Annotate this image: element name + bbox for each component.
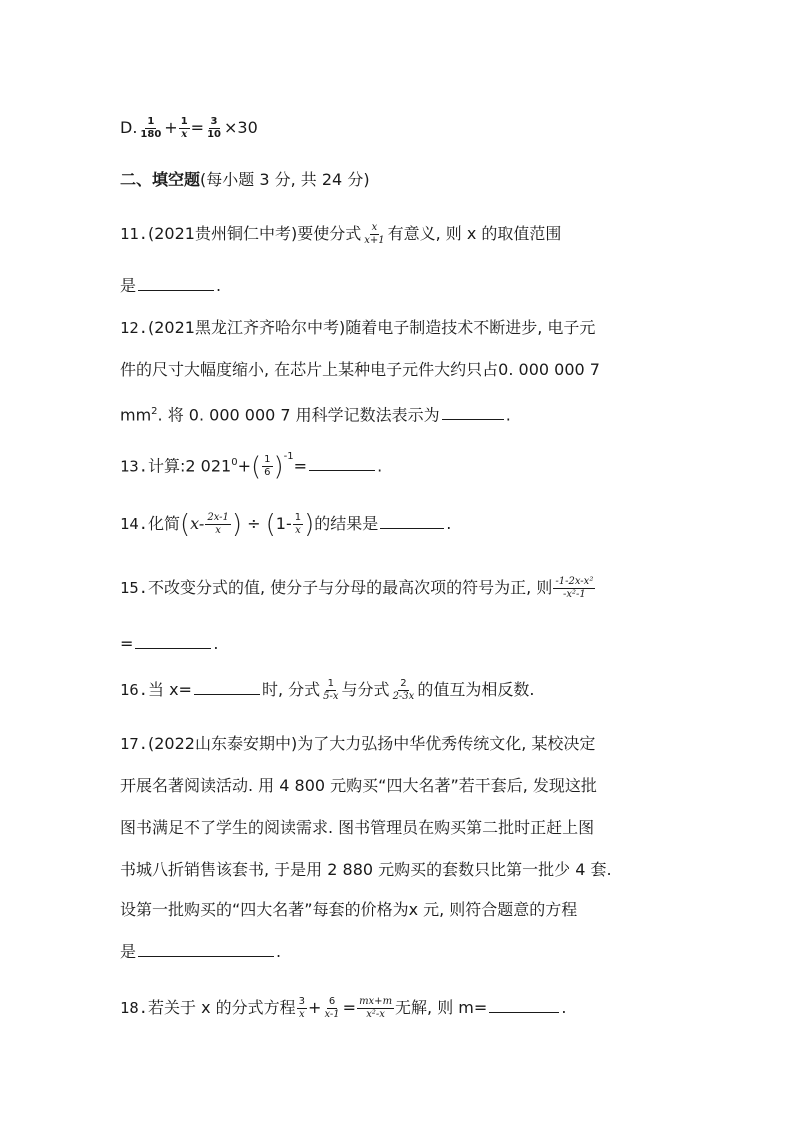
question-17-line4: 书城八折销售该套书, 于是用 2 880 元购买的套数只比第一批少 4 套. <box>120 860 612 879</box>
fraction: $\frac{1}{5-x}$ <box>323 678 339 702</box>
question-17-line2: 开展名著阅读活动. 用 4 800 元购买“四大名著”若干套后, 发现这批 <box>120 776 597 795</box>
fraction: $\frac{2x-1}{x}$ <box>207 512 229 536</box>
question-number: 16. <box>120 681 148 699</box>
answer-blank[interactable] <box>309 454 375 471</box>
fraction: $\frac{1}{180}$ <box>140 116 162 140</box>
section-heading <box>120 170 370 190</box>
fraction: $\frac{mx+m}{\text{x²-x}}$ <box>359 996 393 1020</box>
question-18: 18.若关于 x 的分式方程 $\frac{3}{x}$ + $\frac{6}{x-1}$ = $\frac{mx+m}{\text{x²-x}}$ 无解, 则 m= . <box>120 996 567 1020</box>
answer-blank[interactable] <box>489 996 559 1013</box>
question-17-answer: 是 . <box>120 942 282 961</box>
question-16: 16.当 x= 时, 分式 $\frac{1}{5-x}$ 与分式 $\frac{2}{2-3x}$ 的值互为相反数. <box>120 678 535 702</box>
question-13: 13.计算:2 $021^0+$( $\frac{1}{6}$ )$^{-1}$= . <box>120 451 383 482</box>
section-title: 二、填空题 <box>120 170 201 189</box>
question-14: 14.化简(x- $\frac{2x-1}{x}$ ) ÷ (1- $\frac{1}{x}$ )的结果是 . <box>120 509 452 540</box>
answer-blank[interactable] <box>138 274 214 291</box>
question-17-line3: 图书满足不了学生的阅读需求. 图书管理员在购买第二批时正赶上图 <box>120 818 595 837</box>
question-11-answer: 是 . <box>120 276 222 295</box>
fraction: $\frac{6}{x-1}$ <box>324 996 340 1020</box>
question-number: 13. <box>120 457 148 476</box>
fraction: $\frac{3}{10}$ <box>207 116 221 140</box>
question-number: 12. <box>120 319 148 337</box>
fraction: $\frac{x}{x+1}$ <box>364 222 385 246</box>
question-11: 11.(2021贵州铜仁中考)要使分式 $\frac{x}{x+1}$ 有意义, 则 x 的取值范围 <box>120 222 562 246</box>
question-number: 14. <box>120 515 148 533</box>
answer-blank[interactable] <box>194 678 260 695</box>
question-number: 17. <box>120 735 148 753</box>
question-number: 15. <box>120 579 148 597</box>
question-17: 17.(2022山东泰安期中)为了大力弘扬中华优秀传统文化, 某校决定 <box>120 734 596 753</box>
answer-blank[interactable] <box>380 512 444 529</box>
question-15: 15.不改变分式的值, 使分子与分母的最高次项的符号为正, 则 $\frac{\text{-1-2x-x²}}{\text{-x²-1}}$ <box>120 576 594 600</box>
question-15-answer: = . <box>120 634 219 653</box>
fraction: $\frac{1}{x}$ <box>294 512 302 536</box>
question-number: 18. <box>120 999 148 1017</box>
question-12-line3: $mm^2$. 将 0. 000 000 7 用科学记数法表示为 . <box>120 405 511 425</box>
answer-blank[interactable] <box>138 940 274 957</box>
fraction: $\frac{2}{2-3x}$ <box>392 678 415 702</box>
section-note: (每小题 3 分, 共 24 分) <box>200 170 370 189</box>
fraction: $\frac{3}{x}$ <box>298 996 306 1020</box>
fraction: $\frac{1}{6}$ <box>264 454 271 479</box>
option-label: D. <box>120 118 138 137</box>
question-12: 12.(2021黑龙江齐齐哈尔中考)随着电子制造技术不断进步, 电子元 <box>120 318 596 337</box>
fraction: $\frac{\text{-1-2x-x²}}{\text{-x²-1}}$ <box>555 576 594 600</box>
question-12-line2: 件的尺寸大幅度缩小, 在芯片上某种电子元件大约只占0. 000 000 7 <box>120 360 600 379</box>
option-d: D. $\frac{1}{180}$ + $\frac{1}{x}$ = $\frac{3}{10}$ ×30 <box>120 116 258 140</box>
fraction: $\frac{1}{x}$ <box>180 116 188 140</box>
answer-blank[interactable] <box>135 632 211 649</box>
answer-blank[interactable] <box>442 403 504 420</box>
question-number: 11. <box>120 225 148 243</box>
question-17-line5: 设第一批购买的“四大名著”每套的价格为x 元, 则符合题意的方程 <box>120 900 578 919</box>
